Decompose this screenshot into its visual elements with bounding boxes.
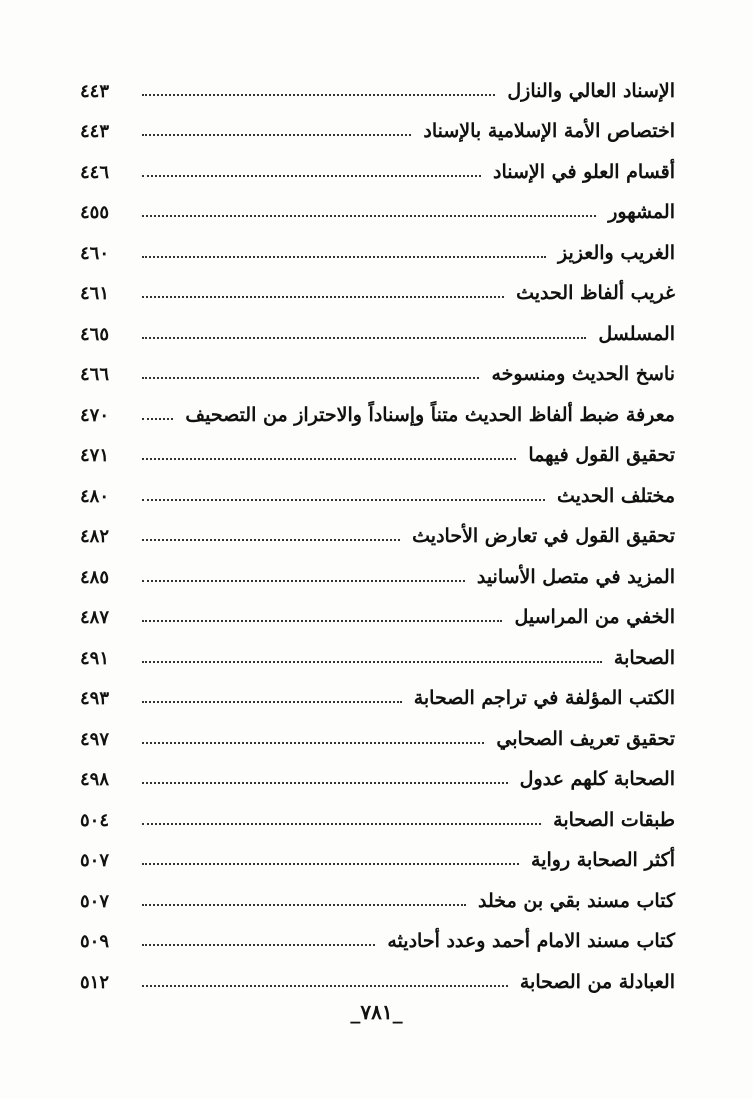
leader-dots: [142, 700, 402, 703]
entry-page: ٤٩٨: [80, 769, 110, 790]
entry-title: مختلف الحديث: [557, 484, 675, 507]
toc-entry: [80, 951, 675, 992]
entry-page: ٤٤٣: [80, 80, 110, 102]
entry-title: الصحابة كلهم عدول: [519, 768, 675, 790]
entry-title: المزيد في متصل الأسانيد: [476, 565, 675, 588]
entry-title: اختصاص الأمة الإسلامية بالإسناد: [423, 120, 675, 142]
entry-page: ٤٩١: [80, 647, 110, 669]
leader-dots: [142, 741, 484, 744]
entry-title: أقسام العلو في الإسناد: [493, 160, 675, 183]
entry-page: ٥٠٧: [80, 850, 110, 871]
toc-entry: [80, 344, 675, 385]
entry-page: ٤٧١: [80, 445, 110, 466]
entry-page: ٤٨٠: [80, 485, 110, 507]
leader-dots: [142, 619, 502, 622]
toc-entry: [80, 506, 675, 547]
entry-page: ٥٠٧: [80, 890, 110, 912]
entry-title: أكثر الصحابة رواية: [531, 849, 675, 871]
toc-entry: [80, 870, 675, 911]
entry-title: ناسخ الحديث ومنسوخه: [491, 363, 675, 385]
toc-entry: [80, 627, 675, 668]
entry-page: ٤٨٢: [80, 526, 110, 547]
toc-entry: [80, 465, 675, 506]
leader-dots: [142, 174, 481, 177]
leader-dots: [142, 498, 545, 501]
toc-entry: [80, 830, 675, 871]
entry-title: المسلسل: [598, 322, 675, 345]
toc-entry: [80, 384, 675, 425]
leader-dots: [142, 984, 508, 987]
entry-title: المشهور: [608, 201, 675, 223]
page-number: _٧٨١_: [350, 1000, 403, 1024]
entry-title: الصحابة: [613, 646, 675, 669]
leader-dots: [142, 538, 400, 541]
entry-title: تحقيق تعريف الصحابي: [496, 727, 675, 750]
entry-page: ٤٤٦: [80, 161, 110, 183]
toc-entry: [80, 60, 675, 101]
toc-entry: [80, 749, 675, 790]
entry-page: ٤٤٣: [80, 121, 110, 142]
leader-dots: [142, 822, 541, 825]
toc-entry: [80, 101, 675, 142]
leader-dots: [142, 457, 516, 460]
toc-entry: [80, 789, 675, 830]
leader-dots: [142, 133, 411, 136]
leader-dots: [142, 336, 586, 339]
toc-entry: [80, 668, 675, 709]
leader-dots: [142, 862, 519, 865]
entry-title: طبقات الصحابة: [553, 808, 675, 831]
leader-dots: [142, 903, 466, 906]
toc-entry: [80, 141, 675, 182]
toc-entry: [80, 911, 675, 952]
entry-page: ٤٦٥: [80, 323, 110, 345]
leader-dots: [142, 660, 602, 663]
entry-page: ٤٩٧: [80, 728, 110, 750]
entry-title: كتاب مسند بقي بن مخلد: [478, 889, 675, 912]
toc-entry: [80, 708, 675, 749]
leader-dots: [142, 943, 375, 946]
leader-dots: [142, 417, 173, 420]
entry-title: معرفة ضبط ألفاظ الحديث متناً وإسناداً والاحتراز من التصحيف: [185, 403, 675, 426]
entry-title: كتاب مسند الامام أحمد وعدد أحاديثه: [387, 930, 675, 952]
entry-title: العبادلة من الصحابة: [519, 970, 675, 993]
toc-entry: [80, 587, 675, 628]
toc-entry: [80, 182, 675, 223]
entry-page: ٤٩٣: [80, 688, 110, 709]
entry-page: ٤٨٧: [80, 607, 110, 628]
entry-title: تحقيق القول فيهما: [528, 444, 675, 466]
entry-page: ٤٨٥: [80, 566, 110, 588]
entry-title: الإسناد العالي والنازل: [507, 79, 675, 102]
entry-page: ٤٥٥: [80, 202, 110, 223]
entry-page: ٤٧٠: [80, 404, 110, 426]
toc-entry: [80, 546, 675, 587]
leader-dots: [142, 214, 596, 217]
toc-entry: [80, 425, 675, 466]
entry-page: ٥٠٤: [80, 809, 110, 831]
leader-dots: [142, 255, 546, 258]
leader-dots: [142, 376, 479, 379]
entry-page: ٤٦٦: [80, 364, 110, 385]
leader-dots: [142, 295, 504, 298]
entry-title: تحقيق القول في تعارض الأحاديث: [412, 525, 675, 547]
toc-entry: [80, 222, 675, 263]
entry-title: الخفي من المراسيل: [514, 606, 675, 628]
entry-page: ٥١٢: [80, 971, 110, 993]
toc-entry: [80, 303, 675, 344]
table-of-contents: [80, 60, 675, 992]
toc-entry: [80, 263, 675, 304]
entry-title: غريب ألفاظ الحديث: [516, 282, 675, 304]
leader-dots: [142, 781, 508, 784]
entry-title: الكتب المؤلفة في تراجم الصحابة: [413, 687, 675, 709]
entry-page: ٥٠٩: [80, 931, 110, 952]
leader-dots: [142, 93, 495, 96]
leader-dots: [142, 579, 465, 582]
entry-title: الغريب والعزيز: [558, 241, 675, 264]
entry-page: ٤٦١: [80, 283, 110, 304]
entry-page: ٤٦٠: [80, 242, 110, 264]
